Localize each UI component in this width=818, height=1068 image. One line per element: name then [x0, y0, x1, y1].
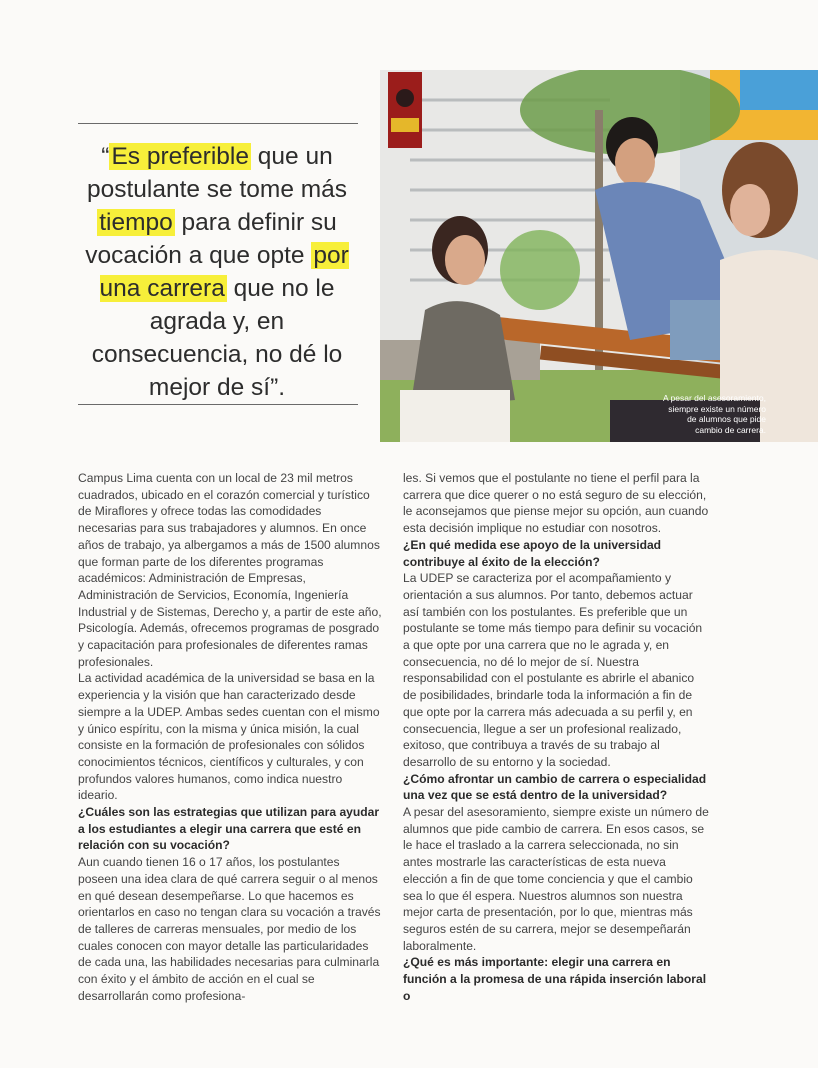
- paragraph: La UDEP se caracteriza por el acompañamiento y orientación a sus alumnos. Por tanto, debemos actuar así también con los postulantes. Es preferible que un postulante se tome más tiempo para definir su vocación a que opte por una carrera que no le agrada y, en consecuencia, no dé lo mejor de sí. Nuestra responsabilidad con el postulante es abrirle el abanico de posibilidades, brindarle toda la información a fin de que opte por la carrera más adecuada a su perfil y, en consecuencia, llegue a ser un profesional realizado, exitoso, que contribuya a través de su trabajo al desarrollo de su entorno y la sociedad.: [403, 571, 703, 769]
- quote-highlight-3: por una carrera: [99, 242, 349, 302]
- quote-open-mark: “: [101, 143, 110, 170]
- paragraph: Campus Lima cuenta con un local de 23 mil metros cuadrados, ubicado en el corazón comercial y turístico de Miraflores y ofrece todas las comodidades necesarias para sus trabajadores y alumnos. En once años de trabajo, ya albergamos a más de 1500 alumnos que forman parte de los diferentes programas académicos: Administración de Empresas, Administración de Servicios, Economía, Ingeniería Industrial y de Sistemas, Derecho y, a partir de este año, Psicología. Además, ofrecemos programas de posgrado y capacitación para profesionales de diferentes ramas profesionales.: [78, 471, 382, 669]
- article-column-left: [78, 470, 382, 1005]
- paragraph: A pesar del asesoramiento, siempre existe un número de alumnos que pide cambio de carrera. En esos casos, se le hace el traslado a la carrera seleccionada, no sin antes mostrarle las características de esta nueva elección a fin de que tome conciencia y que el cambio sea lo que él espera. Nuestros alumnos son nuestra mejor carta de presentación, por lo que, mientras más seguros estén de su carrera, mejor se desempeñarán laboralmente.: [403, 805, 709, 953]
- quote-close-mark: ”.: [270, 374, 286, 401]
- question-heading: ¿Cuáles son las estrategias que utilizan para ayudar a los estudiantes a elegir una carrera que esté en relación con su vocación?: [78, 805, 380, 853]
- quote-text-3: que no le agrada y, en consecuencia, no dé lo mejor de sí: [91, 275, 343, 401]
- question-heading: ¿Qué es más importante: elegir una carrera en función a la promesa de una rápida inserción laboral o: [403, 955, 707, 1003]
- article-column-right: [403, 470, 709, 1005]
- paragraph: La actividad académica de la universidad se basa en la experiencia y la visión que han caracterizado desde siempre a la UDEP. Ambas sedes cuentan con el mismo y único espíritu, con la misma y única misión, la cual consiste en la formación de profesionales con sólidos conocimientos técnicos, científicos y culturales, y con profundos valores humanos, como indica nuestro ideario.: [78, 671, 380, 803]
- question-heading: ¿En qué medida ese apoyo de la universidad contribuye al éxito de la elección?: [403, 537, 662, 569]
- photo-caption: [663, 393, 766, 435]
- pull-quote: [82, 140, 352, 404]
- quote-highlight-1: Es preferible: [111, 143, 249, 170]
- question-heading: ¿Cómo afrontar un cambio de carrera o especialidad una vez que se está dentro de la universidad?: [403, 771, 707, 803]
- quote-highlight-2: tiempo: [99, 209, 173, 236]
- caption-line-2: siempre existe un número: [668, 403, 766, 414]
- quote-top-rule: [78, 123, 358, 124]
- campus-photo: [380, 70, 818, 442]
- paragraph: Aun cuando tienen 16 o 17 años, los postulantes poseen una idea clara de qué carrera seguir o al menos en qué desean desempeñarse. Lo que hacemos es orientarlos en caso no tengan clara su vocación a través de talleres de carreras mensuales, por medio de los cuales conocen con mayor detalle las particularidades de cada una, las habilidades necesarias para culminarla con éxito y el ámbito de acción en el cual se desarrollarán como profesiona-: [78, 855, 381, 1003]
- students-illustration: [380, 70, 818, 442]
- quote-text-2: para definir su vocación a que opte: [85, 209, 337, 269]
- quote-bottom-rule: [78, 404, 358, 405]
- paragraph: les. Si vemos que el postulante no tiene el perfil para la carrera que dice querer o no está seguro de su elección, le aconsejamos que piense mejor su opción, aun cuando esta decisión implique no estudiar con nosotros.: [403, 471, 709, 536]
- caption-line-1: A pesar del asesoramiento,: [662, 393, 766, 403]
- quote-text-1: que un postulante se tome más: [86, 143, 348, 203]
- caption-line-4: cambio de carrera.: [695, 424, 766, 435]
- caption-line-3: de alumnos que pide: [687, 414, 766, 424]
